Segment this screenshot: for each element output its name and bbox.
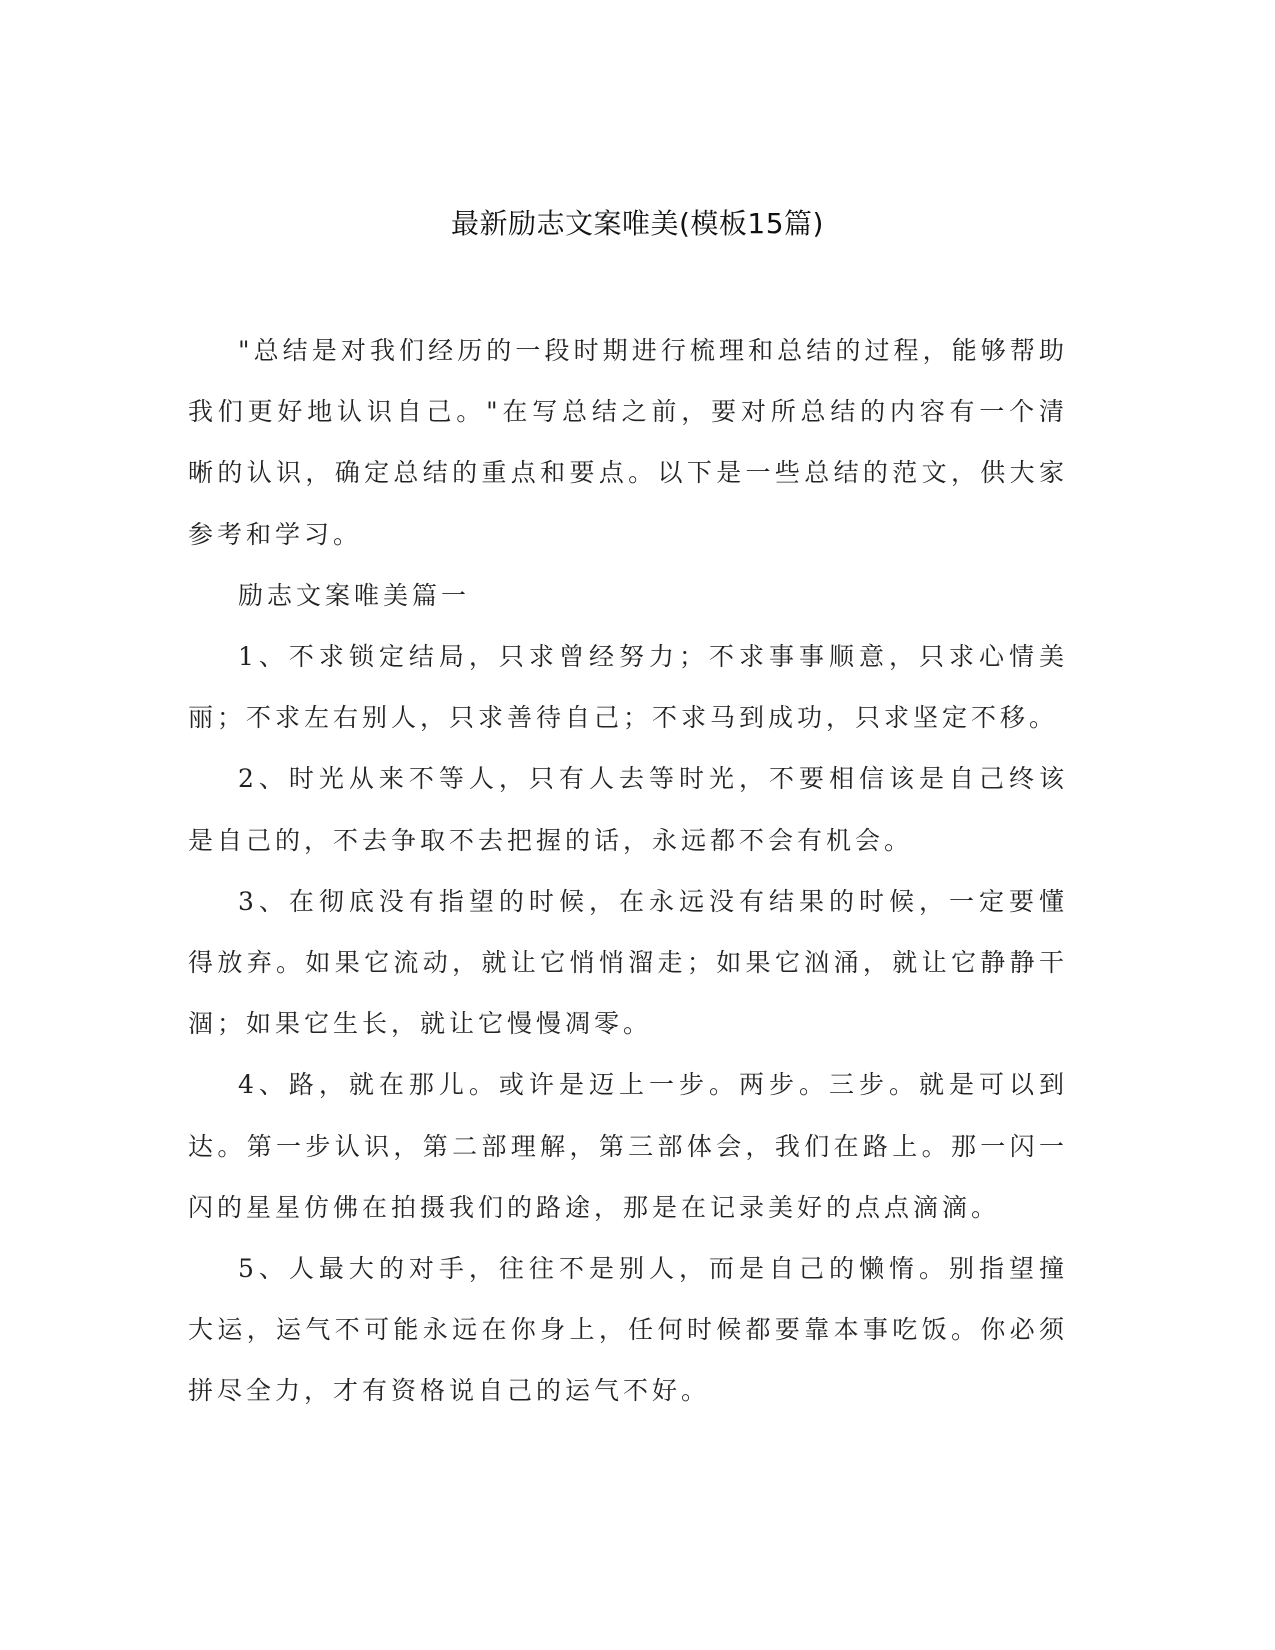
quote-item-3: 3、在彻底没有指望的时候，在永远没有结果的时候，一定要懂得放弃。如果它流动，就让它悄悄溜走；如果它汹涌，就让它静静干涸；如果它生长，就让它慢慢凋零。: [188, 886, 1068, 1039]
document-body: [188, 320, 1068, 1422]
intro-paragraph: "总结是对我们经历的一段时期进行梳理和总结的过程，能够帮助我们更好地认识自己。"在写总结之前，要对所总结的内容有一个清晰的认识，确定总结的重点和要点。以下是一些总结的范文，供大家参考和学习。: [188, 336, 1068, 549]
document-title: 最新励志文案唯美(模板15篇): [451, 207, 824, 240]
quote-item-1: 1、不求锁定结局，只求曾经努力；不求事事顺意，只求心情美丽；不求左右别人，只求善待自己；不求马到成功，只求坚定不移。: [188, 642, 1068, 733]
section-heading: 励志文案唯美篇一: [238, 580, 471, 610]
quote-item-4: 4、路，就在那儿。或许是迈上一步。两步。三步。就是可以到达。第一步认识，第二部理解，第三部体会，我们在路上。那一闪一闪的星星仿佛在拍摄我们的路途，那是在记录美好的点点滴滴。: [188, 1070, 1068, 1222]
quote-item-2: 2、时光从来不等人，只有人去等时光，不要相信该是自己终该是自己的，不去争取不去把握的话，永远都不会有机会。: [188, 764, 1068, 855]
quote-item-5: 5、人最大的对手，往往不是别人，而是自己的懒惰。别指望撞大运，运气不可能永远在你身上，任何时候都要靠本事吃饭。你必须拼尽全力，才有资格说自己的运气不好。: [188, 1254, 1068, 1406]
